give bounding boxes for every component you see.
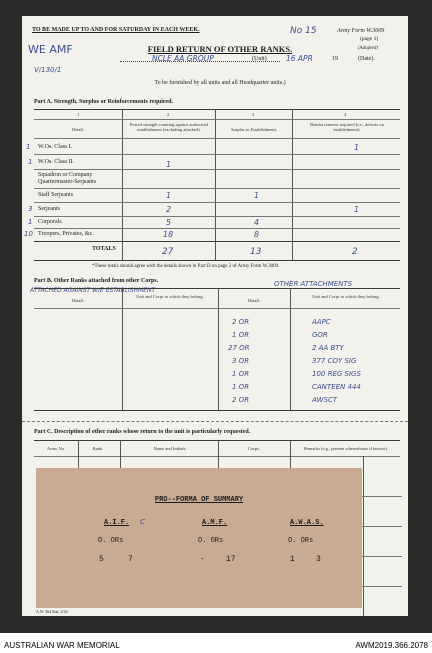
row-surplus-staff-serjeants: 1 [254, 191, 260, 200]
part-c-header-name: Name and Initials. [153, 446, 187, 451]
part-b-right-note: OTHER ATTACHMENTS [274, 280, 353, 288]
group-sub-awas: O. ORs [288, 537, 314, 545]
group-ors-aif: 7 [128, 555, 133, 564]
top-note: TO BE MADE UP TO AND FOR SATURDAY IN EACH WEEK. [32, 27, 200, 33]
adapted-note: (Adapted) [358, 46, 378, 51]
row-label-staff-serjeants: Staff Serjeants [38, 192, 74, 198]
row-label-wo-class-2: W.Os. Class II. [38, 159, 75, 165]
attachment-unit-3: 2 AA BTY [312, 344, 344, 352]
row-rule [34, 216, 400, 217]
part-c-header-army-no: Army No. [46, 446, 66, 451]
part-c-header-rule [34, 456, 400, 457]
row-label-cqms: Squadron or Company Quartermaster-Serjeants [38, 172, 97, 185]
row-label-serjeants: Serjeants [38, 206, 60, 212]
totals-posted: 27 [162, 247, 174, 257]
attachment-detail-5: 1 OR [232, 370, 250, 378]
part-c-header-corps: Corps. [248, 446, 260, 451]
row-surplus-troopers: 8 [254, 230, 260, 239]
part-c-row-rule [362, 586, 402, 587]
attachment-unit-2: GOR [312, 331, 328, 339]
attachment-unit-6: CANTEEN 444 [312, 383, 361, 391]
part-c-col-divider [290, 440, 291, 468]
part-c-header-rank: Rank. [92, 446, 104, 451]
perforation-line [22, 421, 408, 422]
part-c-row-rule [362, 496, 402, 497]
part-b-col-divider-3 [290, 288, 291, 410]
row-rule [34, 188, 400, 189]
part-a-header-reinforcements: Reinforcements required (i.e., deficits on establishment). [310, 122, 384, 132]
part-a-col-divider-2 [215, 109, 216, 261]
attachment-detail-6: 1 OR [232, 383, 250, 391]
row-posted-staff-serjeants: 1 [166, 191, 172, 200]
part-b-col-divider-1 [122, 288, 123, 410]
row-margin-troopers: 10 [24, 230, 33, 238]
archive-footer [0, 640, 432, 653]
part-c-title: Part C. Description of other ranks whose return to the unit is particularly requested. [34, 429, 251, 435]
part-a-colnum-2: 2 [167, 112, 170, 117]
date-label: (Date). [358, 56, 375, 62]
group-ors-awas: 3 [316, 555, 321, 564]
totals-top-rule [34, 241, 400, 242]
form-sheet [22, 16, 408, 616]
unit-name-handwritten: NCLE AA GROUP [152, 54, 214, 63]
form-title: FIELD RETURN OF OTHER RANKS. [147, 44, 293, 54]
row-rule [34, 154, 400, 155]
part-c-col-divider [363, 456, 364, 616]
row-posted-troopers: 18 [163, 230, 174, 239]
part-a-header-surplus: Surplus to Establishment. [230, 127, 278, 132]
part-a-col-divider-1 [122, 109, 123, 261]
group-o-awas: 1 [290, 555, 295, 564]
part-b-top-rule [34, 288, 400, 289]
row-rule [34, 228, 400, 229]
row-reinf-wo-class-1: 1 [354, 143, 360, 152]
group-name-aif: A.I.F. [104, 519, 130, 527]
attachment-detail-1: 2 OR [232, 318, 250, 326]
part-b-title: Part B. Other Ranks attached from other Corps. [34, 278, 159, 284]
part-c-row-rule [362, 526, 402, 527]
group-hand-aif: C [140, 518, 145, 526]
group-sub-amf: O. ORs [198, 537, 224, 545]
row-rule [34, 169, 400, 170]
group-o-amf: - [200, 555, 205, 564]
group-o-aif: 5 [99, 555, 104, 564]
row-margin-serjeants: 3 [28, 205, 33, 213]
part-b-left-note: ATTACHED AGAINST W/E ESTABLISHMENT [30, 287, 156, 294]
part-a-header-posted: Posted strength counting against authorised establishment (excluding attached). [129, 122, 209, 132]
year-prefix: 19 [332, 56, 338, 62]
part-c-col-divider [218, 440, 219, 468]
attachment-detail-3: 27 OR [228, 344, 250, 352]
attachment-detail-4: 3 OR [232, 357, 250, 365]
group-sub-aif: O. ORs [98, 537, 124, 545]
furnish-note: To be furnished by all units and all Headquarter units.) [154, 80, 286, 86]
attachment-detail-2: 1 OR [232, 331, 250, 339]
attachment-unit-1: AAPC [312, 318, 331, 326]
row-label-troopers: Troopers, Privates, &c. [38, 231, 94, 237]
totals-reinforcements: 2 [352, 247, 358, 257]
group-name-awas: A.W.A.S. [290, 519, 324, 527]
part-c-row-rule [362, 556, 402, 557]
row-margin-wo-class-2: 1 [28, 158, 33, 166]
part-c-col-divider [120, 440, 121, 468]
part-b-col-divider-2 [218, 288, 219, 410]
row-margin-corporals: 1 [28, 218, 33, 226]
part-c-col-divider [78, 440, 79, 468]
summary-slip [36, 468, 362, 608]
group-name-amf: A.M.F. [202, 519, 228, 527]
corner-handwritten-ref: V/130/1 [34, 66, 62, 74]
attachment-detail-7: 2 OR [232, 396, 250, 404]
row-posted-wo-class-2: 1 [166, 160, 172, 169]
part-b-header-unit-right: Unit and Corps to which they belong. [312, 294, 380, 299]
row-posted-corporals: 5 [166, 218, 172, 227]
row-rule [34, 202, 400, 203]
part-c-header-remarks: Remarks (e.g., present whereabouts if known). [303, 446, 389, 451]
part-b-bottom-rule [34, 410, 400, 411]
part-a-col-divider-3 [292, 109, 293, 261]
group-ors-amf: 17 [226, 555, 236, 564]
row-reinf-serjeants: 1 [354, 205, 360, 214]
corner-handwritten-code: WE AMF [28, 43, 73, 56]
part-a-header-rule [34, 138, 400, 139]
part-a-colnum-3: 3 [252, 112, 255, 117]
part-b-header-unit-left: Unit and Corps to which they belong. [136, 294, 204, 299]
archive-name: AUSTRALIAN WAR MEMORIAL [4, 641, 120, 650]
row-posted-serjeants: 2 [166, 205, 172, 214]
part-b-header-rule [34, 308, 400, 309]
date-handwritten: 16 APR [286, 54, 313, 63]
attachment-unit-5: 100 REG SIGS [312, 370, 361, 378]
row-label-wo-class-1: W.Os. Class I. [38, 144, 73, 150]
page-indicator: (page 1) [360, 36, 379, 42]
row-margin-wo-class-1: 1 [26, 143, 31, 151]
part-c-top-rule [34, 440, 400, 441]
row-surplus-corporals: 4 [254, 218, 260, 227]
totals-label: TOTALS [92, 246, 116, 252]
attachment-unit-7: AWSCT [312, 396, 338, 404]
part-a-colnum-1: 1 [77, 112, 80, 117]
part-a-colnum-4: 4 [344, 112, 347, 117]
totals-surplus: 13 [250, 247, 262, 257]
row-label-corporals: Corporals [38, 219, 62, 225]
part-b-header-detail-left: Detail. [71, 298, 85, 303]
unit-label: (Unit) [252, 56, 267, 62]
part-a-header-detail: Detail. [71, 127, 85, 132]
totals-bottom-rule [34, 260, 400, 261]
part-a-num-rule [34, 119, 400, 120]
attachment-unit-4: 377 COY SIG [312, 357, 357, 365]
print-code: A.W. 364 Stat. 2/43 [36, 609, 68, 614]
archive-accession-number: AWM2019.366.2078 [355, 641, 428, 650]
return-number-handwritten: No 15 [290, 26, 317, 36]
totals-footnote: *These totals should agree with the details shown in Part D on page 2 of Army Form W.3009. [92, 264, 280, 269]
part-a-top-rule [34, 109, 400, 110]
army-form-number: Army Form W.3009 [337, 28, 385, 34]
part-a-title: Part A. Strength, Surplus or Reinforcements required. [34, 99, 173, 105]
part-b-header-detail-right: Detail. [247, 298, 261, 303]
summary-heading: PRO--FORMA OF SUMMARY [154, 496, 244, 504]
